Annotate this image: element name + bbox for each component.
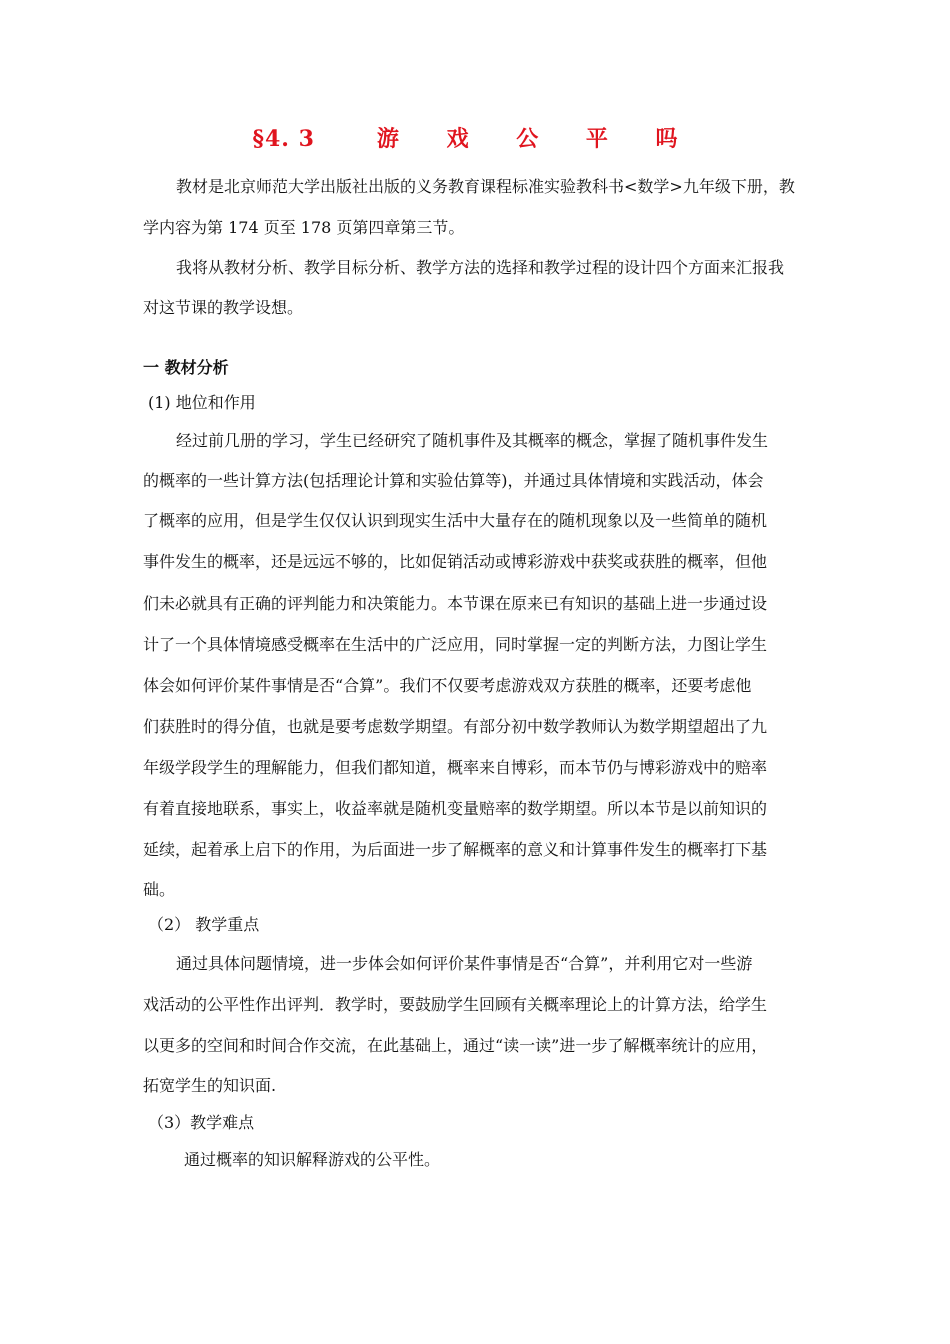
paragraph-line: 以更多的空间和时间合作交流，在此基础上，通过“读一读”进一步了解概率统计的应用， xyxy=(143,1036,768,1055)
paragraph-line: 经过前几册的学习，学生已经研究了随机事件及其概率的概念，掌握了随机事件发生 xyxy=(176,431,769,450)
paragraph-line: 有着直接地联系，事实上，收益率就是随机变量赔率的数学期望。所以本节是以前知识的 xyxy=(143,799,768,818)
intro-line: 学内容为第 174 页至 178 页第四章第三节。 xyxy=(143,218,465,237)
paragraph-line: 延续，起着承上启下的作用，为后面进一步了解概率的意义和计算事件发生的概率打下基 xyxy=(143,840,768,859)
section-number: §4. 3 xyxy=(252,126,315,152)
page-title xyxy=(0,122,950,153)
paragraph-line: 通过概率的知识解释游戏的公平性。 xyxy=(184,1150,441,1169)
intro-line: 我将从教材分析、教学目标分析、教学方法的选择和教学过程的设计四个方面来汇报我 xyxy=(176,258,785,277)
paragraph-line: 戏活动的公平性作出评判．教学时，要鼓励学生回顾有关概率理论上的计算方法，给学生 xyxy=(143,995,768,1014)
subsection-label: （3）教学难点 xyxy=(148,1113,255,1132)
paragraph-line: 计了一个具体情境感受概率在生活中的广泛应用，同时掌握一定的判断方法，力图让学生 xyxy=(143,635,768,654)
paragraph-line: 们未必就具有正确的评判能力和决策能力。本节课在原来已有知识的基础上进一步通过设 xyxy=(143,594,768,613)
paragraph-line: 了概率的应用，但是学生仅仅认识到现实生活中大量存在的随机现象以及一些简单的随机 xyxy=(143,511,768,530)
paragraph-line: 年级学段学生的理解能力，但我们都知道，概率来自博彩，而本节仍与博彩游戏中的赔率 xyxy=(143,758,768,777)
intro-line: 对这节课的教学设想。 xyxy=(143,298,304,317)
subsection-label: （2） 教学重点 xyxy=(148,915,260,934)
paragraph-line: 础。 xyxy=(143,880,176,899)
subsection-label: (1) 地位和作用 xyxy=(148,393,256,412)
paragraph-line: 体会如何评价某件事情是否“合算”。我们不仅要考虑游戏双方获胜的概率，还要考虑他 xyxy=(143,676,752,695)
paragraph-line: 通过具体问题情境，进一步体会如何评价某件事情是否“合算”，并利用它对一些游 xyxy=(176,954,753,973)
paragraph-line: 拓宽学生的知识面. xyxy=(143,1076,277,1095)
paragraph-line: 们获胜时的得分值，也就是要考虑数学期望。有部分初中数学教师认为数学期望超出了九 xyxy=(143,717,768,736)
section-heading: 一 教材分析 xyxy=(143,358,229,377)
paragraph-line: 的概率的一些计算方法(包括理论计算和实验估算等)，并通过具体情境和实践活动，体会 xyxy=(143,471,764,490)
paragraph-line: 事件发生的概率，还是远远不够的，比如促销活动或博彩游戏中获奖或获胜的概率，但他 xyxy=(143,552,768,571)
title-text: 游 戏 公 平 吗 xyxy=(376,126,698,152)
intro-line: 教材是北京师范大学出版社出版的义务教育课程标准实验教科书<数学>九年级下册，教 xyxy=(176,177,795,196)
